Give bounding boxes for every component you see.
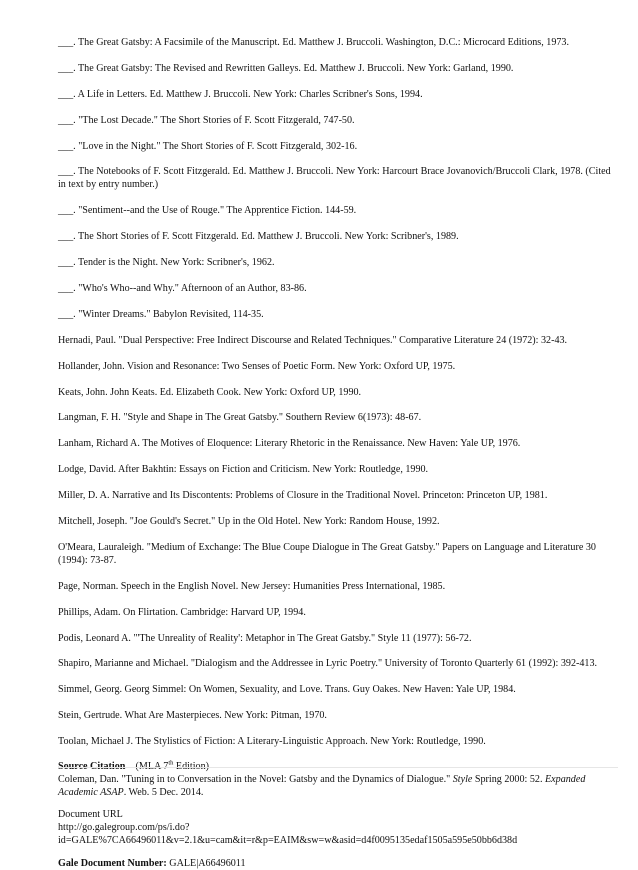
citation-entry: Podis, Leonard A. "'The Unreality of Reality': Metaphor in The Great Gatsby." Style 11 (1977): 56-72. [58, 632, 472, 644]
citation-entry: ___. "Winter Dreams." Babylon Revisited, 114-35. [58, 308, 264, 320]
source-citation-heading: Source Citation [58, 761, 126, 773]
journal-title: Style [452, 774, 473, 786]
document-url-label: Document URL [58, 809, 123, 821]
footer-divider [58, 767, 618, 768]
citation-entry: ___. A Life in Letters. Ed. Matthew J. Bruccoli. New York: Charles Scribner's Sons, 1994. [58, 88, 423, 100]
citation-entry: Toolan, Michael J. The Stylistics of Fiction: A Literary-Linguistic Approach. New York: Routledge, 1990. [58, 736, 486, 748]
bibliography-page [58, 36, 618, 870]
gale-document-number [58, 857, 618, 870]
citation-style-label: (MLA 7th Edition) [135, 759, 209, 773]
database-title: Expanded Academic ASAP [58, 774, 586, 799]
citation-entry: ___. "Who's Who--and Why." Afternoon of an Author, 83-86. [58, 283, 307, 295]
citation-entry: Hollander, John. Vision and Resonance: Two Senses of Poetic Form. New York: Oxford UP, 1975. [58, 360, 456, 372]
citation-entry: Phillips, Adam. On Flirtation. Cambridge: Harvard UP, 1994. [58, 606, 306, 618]
citation-entry: Stein, Gertrude. What Are Masterpieces. New York: Pitman, 1970. [58, 710, 327, 722]
citation-entry: Simmel, Georg. Georg Simmel: On Women, Sexuality, and Love. Trans. Guy Oakes. New Haven: Yale UP, 1984. [58, 684, 516, 696]
document-url-section [58, 808, 618, 847]
document-url-link[interactable]: http://go.galegroup.com/ps/i.do?id=GALE%7CA66496011&v=2.1&u=cam&it=r&p=EAIM&sw=w&asid=d4f0095135edaf1505a595e50bb6d38d [58, 822, 518, 847]
citation-entry: Lodge, David. After Bakhtin: Essays on Fiction and Criticism. New York: Routledge, 1990. [58, 464, 429, 476]
citation-entry: O'Meara, Lauraleigh. "Medium of Exchange: The Blue Coupe Dialogue in The Great Gatsby." Papers on Language and Literature 30 (1994): 73-87. [58, 541, 596, 566]
citation-entry: Page, Norman. Speech in the English Novel. New Jersey: Humanities Press International, 1985. [58, 580, 446, 592]
citation-entry: Langman, F. H. "Style and Shape in The Great Gatsby." Southern Review 6(1973): 48-67. [58, 412, 422, 424]
citation-entry: ___. "Love in the Night." The Short Stories of F. Scott Fitzgerald, 302-16. [58, 140, 358, 152]
citation-entry: ___. Tender is the Night. New York: Scribner's, 1962. [58, 257, 275, 269]
citation-entry: Miller, D. A. Narrative and Its Discontents: Problems of Closure in the Traditional Novel. Princeton: Princeton UP, 1981. [58, 490, 548, 502]
works-cited-list [58, 36, 618, 748]
citation-entry: Lanham, Richard A. The Motives of Eloquence: Literary Rhetoric in the Renaissance. New Haven: Yale UP, 1976. [58, 438, 521, 450]
citation-entry: Keats, John. John Keats. Ed. Elizabeth Cook. New York: Oxford UP, 1990. [58, 386, 362, 398]
citation-entry: Mitchell, Joseph. "Joe Gould's Secret." Up in the Old Hotel. New York: Random House, 1992. [58, 516, 440, 528]
gale-number-label: Gale Document Number: [58, 858, 167, 870]
citation-entry: Hernadi, Paul. "Dual Perspective: Free Indirect Discourse and Related Techniques." Comparative Literature 24 (1972): 32-43. [58, 334, 568, 346]
citation-entry: ___. The Great Gatsby: A Facsimile of the Manuscript. Ed. Matthew J. Bruccoli. Washington, D.C.: Microcard Editions, 1973. [58, 37, 569, 48]
citation-entry: ___. "Sentiment--and the Use of Rouge." The Apprentice Fiction. 144-59. [58, 205, 357, 217]
source-citation [58, 760, 618, 799]
citation-entry: ___. "The Lost Decade." The Short Stories of F. Scott Fitzgerald, 747-50. [58, 114, 355, 126]
citation-entry: ___. The Notebooks of F. Scott Fitzgerald. Ed. Matthew J. Bruccoli. New York: Harcourt Brace Jovanovich/Bruccoli Clark, 1978. (Cited in text by entry number.) [58, 166, 611, 191]
citation-text: Coleman, Dan. "Tuning in to Conversation in the Novel: Gatsby and the Dynamics of Dialogue." Style Spring 2000: 52. Expanded Academic ASAP. Web. 5 Dec. 2014. [58, 774, 586, 799]
gale-number-value: GALE|A66496011 [166, 858, 246, 870]
citation-entry: Shapiro, Marianne and Michael. "Dialogism and the Addressee in Lyric Poetry." University of Toronto Quarterly 61 (1992): 392-413. [58, 658, 598, 670]
citation-entry: ___. The Great Gatsby: The Revised and Rewritten Galleys. Ed. Matthew J. Bruccoli. New York: Garland, 1990. [58, 62, 514, 74]
citation-entry: ___. The Short Stories of F. Scott Fitzgerald. Ed. Matthew J. Bruccoli. New York: Scribner's, 1989. [58, 231, 459, 243]
